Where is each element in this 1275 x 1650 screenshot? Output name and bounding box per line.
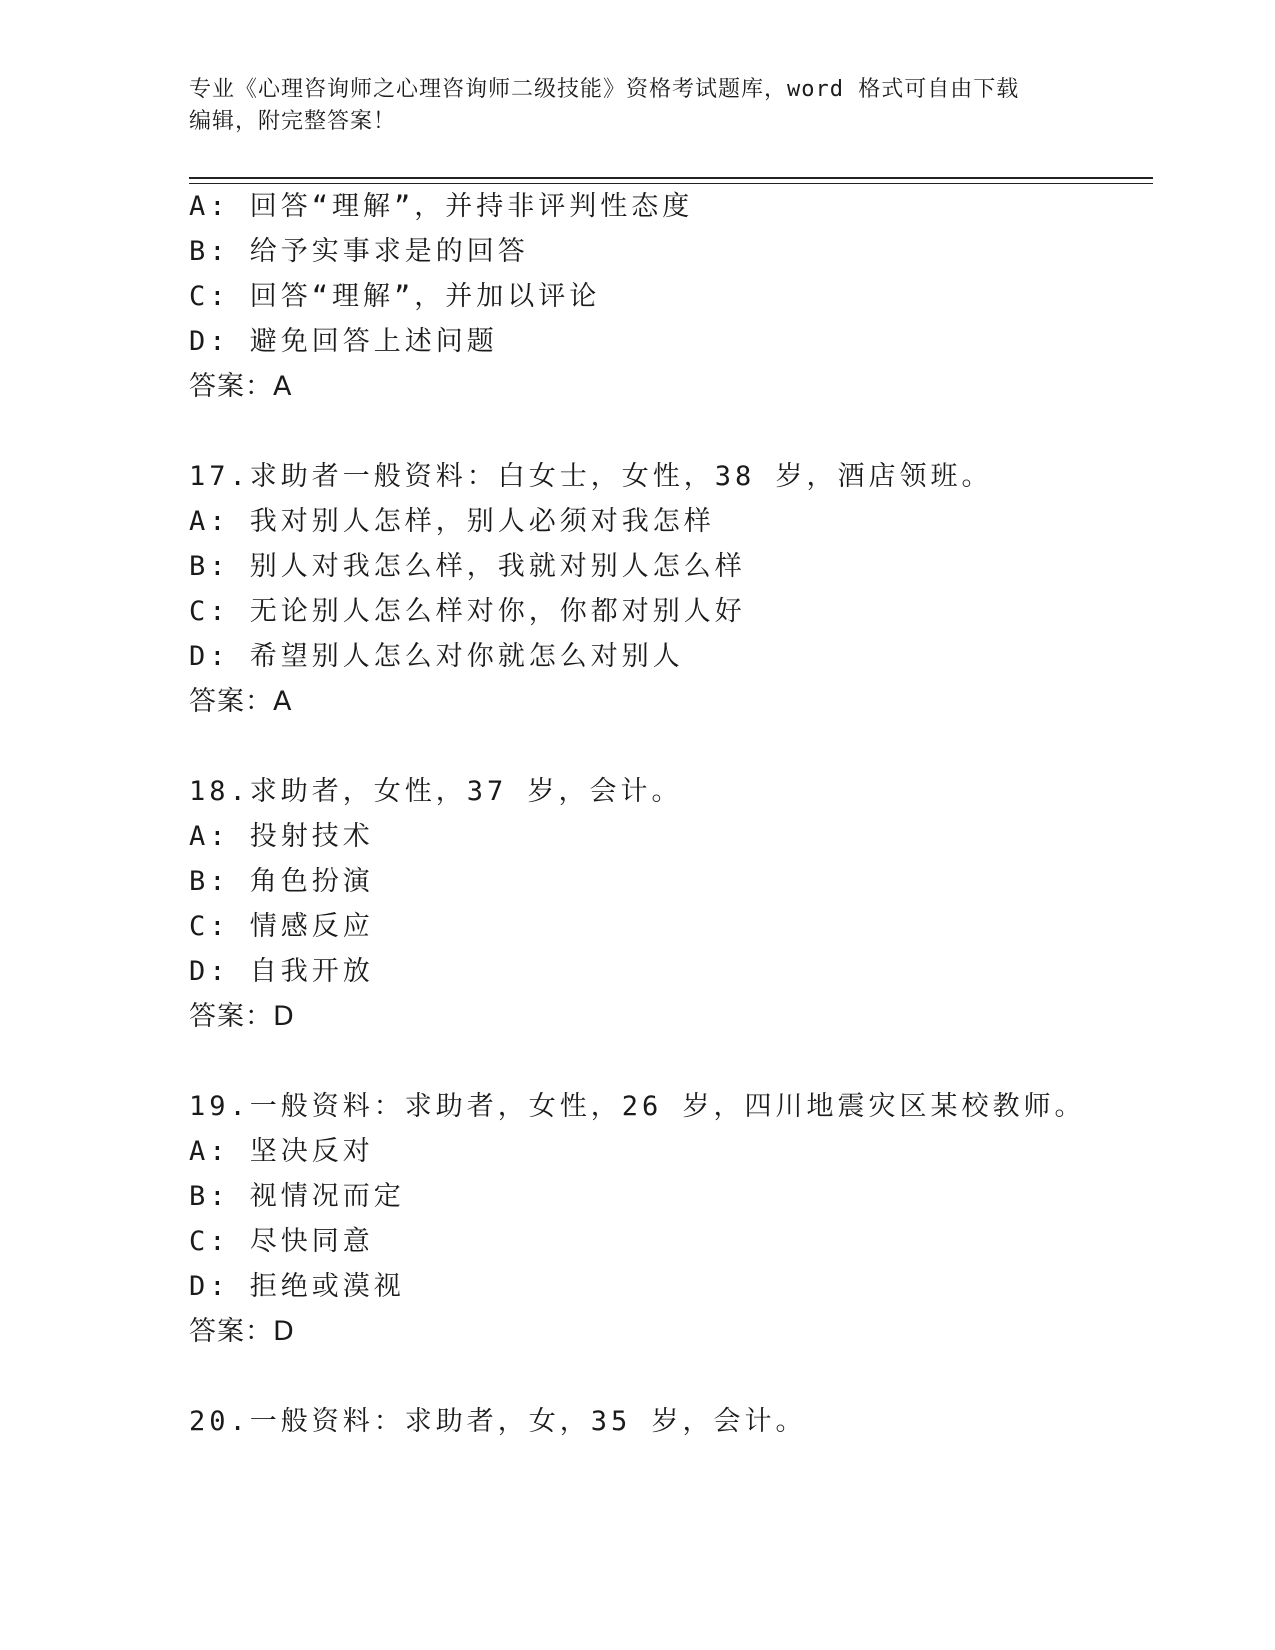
q17-option-b: B: 别人对我怎么样，我就对别人怎么样 xyxy=(189,551,746,582)
q18-stem: 18.求助者，女性，37 岁，会计。 xyxy=(189,776,683,807)
q18-option-b: B: 角色扮演 xyxy=(189,866,374,897)
header-line-2: 编辑，附完整答案！ xyxy=(189,109,397,134)
q18-option-d: D: 自我开放 xyxy=(189,956,374,987)
q16-option-b: B: 给予实事求是的回答 xyxy=(189,236,529,267)
q19-answer: 答案：D xyxy=(189,1316,295,1347)
q17-answer: 答案：A xyxy=(189,686,293,717)
q16-option-a: A: 回答“理解”，并持非评判性态度 xyxy=(189,191,694,222)
q16-option-c: C: 回答“理解”，并加以评论 xyxy=(189,281,601,312)
header-divider-thick xyxy=(189,177,1153,179)
q20-stem: 20.一般资料：求助者，女，35 岁，会计。 xyxy=(189,1406,807,1437)
q19-option-b: B: 视情况而定 xyxy=(189,1181,405,1212)
q18-answer: 答案：D xyxy=(189,1001,295,1032)
q17-stem: 17.求助者一般资料：白女士，女性，38 岁，酒店领班。 xyxy=(189,461,993,492)
q17-option-a: A: 我对别人怎样，别人必须对我怎样 xyxy=(189,506,715,537)
q19-option-d: D: 拒绝或漠视 xyxy=(189,1271,405,1302)
q17-option-c: C: 无论别人怎么样对你，你都对别人好 xyxy=(189,596,746,627)
q16-answer: 答案：A xyxy=(189,371,293,402)
header-line-1: 专业《心理咨询师之心理咨询师二级技能》资格考试题库，word 格式可自由下载 xyxy=(189,77,1020,102)
q19-option-a: A: 坚决反对 xyxy=(189,1136,374,1167)
q18-option-c: C: 情感反应 xyxy=(189,911,374,942)
q19-option-c: C: 尽快同意 xyxy=(189,1226,374,1257)
header-divider-thin xyxy=(189,183,1153,184)
q18-option-a: A: 投射技术 xyxy=(189,821,374,852)
q19-stem: 19.一般资料：求助者，女性，26 岁，四川地震灾区某校教师。 xyxy=(189,1091,1086,1122)
q17-option-d: D: 希望别人怎么对你就怎么对别人 xyxy=(189,641,684,672)
q16-option-d: D: 避免回答上述问题 xyxy=(189,326,498,357)
document-header xyxy=(189,74,1089,138)
